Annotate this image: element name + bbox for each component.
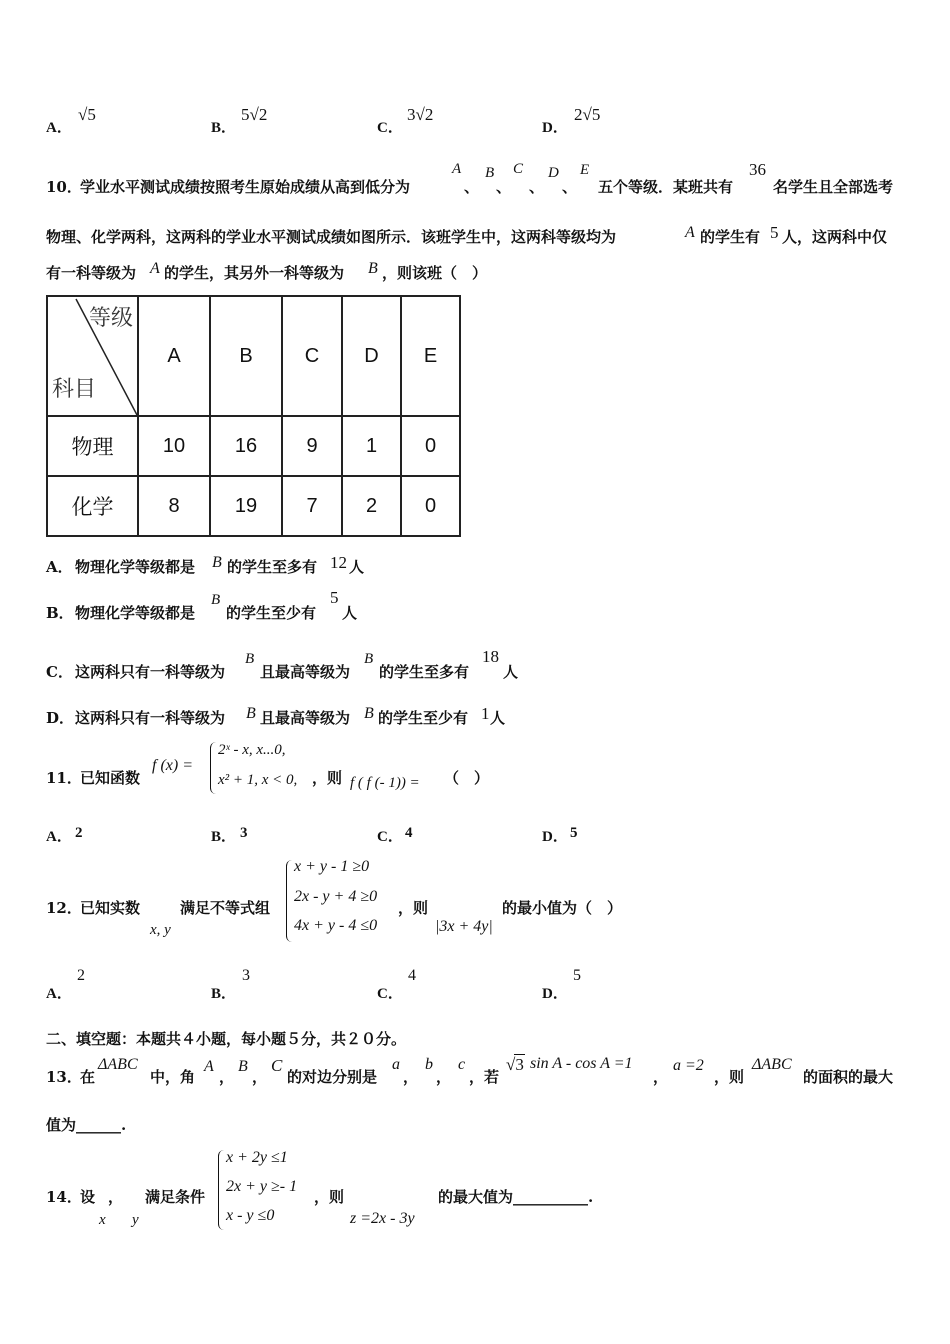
q11-t1: 已知函数 bbox=[80, 769, 141, 787]
col-header: B bbox=[210, 296, 282, 416]
q10-option-d-t1: 这两科只有一科等级为 bbox=[75, 709, 226, 727]
q12-expr: |3x + 4y| bbox=[435, 918, 493, 935]
q13-angle-c: C bbox=[271, 1056, 283, 1075]
q10-line2-var: A bbox=[685, 224, 695, 241]
q14-t1: 设 bbox=[80, 1188, 96, 1206]
q13-angle-b: B bbox=[238, 1058, 248, 1075]
table-diagonal-header bbox=[47, 296, 138, 416]
q9-option-a-label: A． bbox=[46, 120, 72, 136]
q12-t1: 已知实数 bbox=[80, 899, 141, 917]
q12-option-c-value: 4 bbox=[408, 967, 416, 984]
q11-option-c-value: 4 bbox=[405, 825, 413, 841]
q14-t2: 满足条件 bbox=[145, 1188, 206, 1206]
q9-option-a-value: √5 bbox=[78, 105, 96, 124]
q12-option-d-value: 5 bbox=[573, 967, 581, 984]
col-header: D bbox=[342, 296, 401, 416]
q13-side-c: c bbox=[458, 1056, 466, 1073]
q10-option-a-t2: 的学生至多有 bbox=[227, 558, 318, 576]
q11-option-d-label: D． bbox=[542, 829, 568, 845]
q11-brace bbox=[210, 742, 217, 794]
q10-line1-c: 名学生且全部选考 bbox=[773, 178, 894, 196]
table-cell: 1 bbox=[342, 416, 401, 476]
q10-option-a-n: 12 bbox=[330, 553, 347, 572]
q12-ineq-2: 2x - y + 4 ≥0 bbox=[294, 888, 378, 905]
table-cell: 0 bbox=[401, 476, 460, 536]
q13-comma-4: ， bbox=[436, 1068, 452, 1086]
q13-tri2: ΔABC bbox=[752, 1056, 792, 1073]
row-subject: 物理 bbox=[47, 416, 138, 476]
q9-option-b-value: 5√2 bbox=[241, 105, 268, 124]
q10-line3-a: 有一科等级为 bbox=[46, 264, 137, 282]
table-cell: 16 bbox=[210, 416, 282, 476]
q14-var-x: x bbox=[99, 1212, 106, 1228]
table-row bbox=[47, 416, 460, 476]
q11-option-c-label: C． bbox=[377, 829, 403, 845]
q12-ineq-3: 4x + y - 4 ≤0 bbox=[294, 917, 378, 934]
q9-option-b-label: B． bbox=[211, 120, 237, 136]
q11-case2: x² + 1, x < 0, bbox=[218, 772, 298, 788]
section-2-title: 二、填空题：本题共４小题，每小题５分，共２０分。 bbox=[46, 1030, 407, 1048]
q13-tri: ΔABC bbox=[98, 1056, 138, 1073]
q13-line2: 值为______. bbox=[46, 1116, 127, 1134]
q13-sqrt: √3 bbox=[506, 1055, 524, 1074]
q10-grade-a: A bbox=[452, 161, 462, 177]
q12-t3: ，则 bbox=[398, 899, 429, 917]
q10-sep-4: 、 bbox=[562, 178, 578, 196]
q10-option-b-n: 5 bbox=[330, 588, 339, 607]
q11-t3: （ ） bbox=[444, 769, 490, 787]
table-cell: 8 bbox=[138, 476, 210, 536]
q11-t2: ，则 bbox=[312, 769, 343, 787]
table-cell: 2 bbox=[342, 476, 401, 536]
q10-option-a-t3: 人 bbox=[349, 558, 365, 576]
q10-option-c-label: C． bbox=[46, 663, 73, 681]
q12-option-d-label: D． bbox=[542, 986, 568, 1002]
q11-option-d-value: 5 bbox=[570, 825, 578, 841]
q10-number: 10． bbox=[46, 178, 82, 196]
q10-line3-var2: B bbox=[368, 260, 378, 277]
q14-ineq-3: x - y ≤0 bbox=[226, 1207, 275, 1224]
q14-z: z =2x - 3y bbox=[350, 1210, 415, 1227]
q10-line2-c: 人，这两科中仅 bbox=[782, 228, 888, 246]
q13-side-b: b bbox=[425, 1056, 433, 1073]
q14-number: 14． bbox=[46, 1188, 82, 1206]
q12-number: 12． bbox=[46, 899, 82, 917]
q10-option-c-n: 18 bbox=[482, 647, 499, 666]
q13-t6: ，则 bbox=[714, 1068, 745, 1086]
q12-t4: 的最小值为（ ） bbox=[502, 899, 623, 917]
q12-option-a-value: 2 bbox=[77, 967, 85, 984]
q13-t4: ，若 bbox=[469, 1068, 500, 1086]
q11-expr: f ( f (- 1)) = bbox=[350, 775, 420, 791]
q10-grade-b: B bbox=[485, 165, 495, 181]
q12-option-b-value: 3 bbox=[242, 967, 250, 984]
table-row bbox=[47, 476, 460, 536]
q10-option-d-n: 1 bbox=[481, 704, 490, 723]
q10-option-a-t1: 物理化学等级都是 bbox=[75, 558, 196, 576]
q10-line2-num: 5 bbox=[770, 223, 779, 242]
table-cell: 0 bbox=[401, 416, 460, 476]
q12-option-a-label: A． bbox=[46, 986, 72, 1002]
q10-line1-a: 学业水平测试成绩按照考生原始成绩从高到低分为 bbox=[80, 178, 411, 196]
q10-option-d-v1: B bbox=[246, 705, 256, 722]
q14-comma: ， bbox=[108, 1188, 124, 1206]
q14-brace bbox=[218, 1150, 225, 1230]
q11-fx: f (x) = bbox=[152, 757, 193, 774]
q11-option-b-value: 3 bbox=[240, 825, 248, 841]
q13-sqrt-radicand: 3 bbox=[515, 1055, 524, 1074]
q10-option-d-t3: 的学生至少有 bbox=[378, 709, 469, 727]
q11-case1: 2ˣ - x, x...0, bbox=[218, 742, 286, 758]
q10-grade-d: D bbox=[548, 165, 559, 181]
q13-t7: 的面积的最大 bbox=[803, 1068, 894, 1086]
q10-line2-b: 的学生有 bbox=[700, 228, 761, 246]
q10-option-d-t2: 且最高等级为 bbox=[260, 709, 351, 727]
q10-sep-2: 、 bbox=[496, 178, 512, 196]
q10-line3-c: ，则该班（ ） bbox=[382, 264, 488, 282]
q10-option-c-v2: B bbox=[364, 651, 374, 667]
q10-line3-b: 的学生，其另外一科等级为 bbox=[164, 264, 345, 282]
q14-ineq-2: 2x + y ≥- 1 bbox=[226, 1178, 298, 1195]
table-cell: 9 bbox=[282, 416, 342, 476]
q12-option-b-label: B． bbox=[211, 986, 237, 1002]
q10-option-c-t2: 且最高等级为 bbox=[260, 663, 351, 681]
q13-comma-2: ， bbox=[252, 1068, 268, 1086]
q12-brace bbox=[286, 860, 293, 942]
q10-sep-1: 、 bbox=[464, 178, 480, 196]
table-header-row bbox=[47, 296, 460, 416]
q10-line1-b: 五个等级．某班共有 bbox=[598, 178, 734, 196]
q14-ineq-1: x + 2y ≤1 bbox=[226, 1149, 288, 1166]
q12-option-c-label: C． bbox=[377, 986, 403, 1002]
row-subject: 化学 bbox=[47, 476, 138, 536]
q10-option-c-v1: B bbox=[245, 651, 255, 667]
grade-table bbox=[46, 295, 461, 537]
q10-option-d-label: D． bbox=[46, 709, 75, 727]
q10-grade-c: C bbox=[513, 161, 524, 177]
q10-option-d-t4: 人 bbox=[490, 709, 506, 727]
q10-option-a-label: A． bbox=[46, 558, 73, 576]
q13-t2: 中，角 bbox=[150, 1068, 196, 1086]
q13-eq: sin A - cos A =1 bbox=[530, 1055, 633, 1072]
q13-eq2: a =2 bbox=[673, 1057, 704, 1074]
q10-option-c-t1: 这两科只有一科等级为 bbox=[75, 663, 226, 681]
q9-option-c-label: C． bbox=[377, 120, 403, 136]
q10-option-a-v1: B bbox=[212, 554, 222, 571]
q10-line2-a: 物理、化学两科，这两科的学业水平测试成绩如图所示．该班学生中，这两科等级均为 bbox=[46, 228, 617, 246]
header-subject-label: 科目 bbox=[52, 377, 97, 402]
table-cell: 7 bbox=[282, 476, 342, 536]
q9-option-d-value: 2√5 bbox=[574, 105, 601, 124]
q13-comma-1: ， bbox=[219, 1068, 235, 1086]
q10-line3-var1: A bbox=[150, 260, 160, 277]
table-cell: 19 bbox=[210, 476, 282, 536]
q12-t2: 满足不等式组 bbox=[180, 899, 271, 917]
q10-option-b-v1: B bbox=[211, 592, 221, 608]
q13-angle-a: A bbox=[204, 1058, 214, 1075]
header-grade-label: 等级 bbox=[88, 306, 133, 331]
col-header: E bbox=[401, 296, 460, 416]
q10-option-b-t2: 的学生至少有 bbox=[226, 604, 317, 622]
col-header: C bbox=[282, 296, 342, 416]
q13-number: 13． bbox=[46, 1068, 82, 1086]
q10-option-d-v2: B bbox=[364, 705, 374, 722]
q9-option-d-label: D． bbox=[542, 120, 568, 136]
q11-option-a-value: 2 bbox=[75, 825, 83, 841]
table-cell: 10 bbox=[138, 416, 210, 476]
q12-ineq-1: x + y - 1 ≥0 bbox=[294, 858, 370, 875]
q10-option-b-t1: 物理化学等级都是 bbox=[75, 604, 196, 622]
q10-option-b-t3: 人 bbox=[342, 604, 358, 622]
q9-option-c-value: 3√2 bbox=[407, 105, 434, 124]
q10-option-c-t4: 人 bbox=[503, 663, 519, 681]
q13-t3: 的对边分别是 bbox=[287, 1068, 378, 1086]
q13-t1: 在 bbox=[80, 1068, 96, 1086]
q13-side-a: a bbox=[392, 1056, 400, 1073]
q10-option-b-label: B． bbox=[46, 604, 74, 622]
q10-grade-e: E bbox=[580, 162, 590, 178]
q13-t5: ， bbox=[653, 1068, 669, 1086]
q14-var-y: y bbox=[132, 1212, 139, 1228]
col-header: A bbox=[138, 296, 210, 416]
q10-sep-3: 、 bbox=[529, 178, 545, 196]
q14-t4: 的最大值为__________. bbox=[438, 1188, 594, 1206]
q11-option-a-label: A． bbox=[46, 829, 72, 845]
q14-t3: ，则 bbox=[314, 1188, 345, 1206]
q13-comma-3: ， bbox=[403, 1068, 419, 1086]
q10-option-c-t3: 的学生至多有 bbox=[379, 663, 470, 681]
q11-option-b-label: B． bbox=[211, 829, 237, 845]
q12-vars: x, y bbox=[150, 922, 171, 938]
q11-number: 11． bbox=[46, 769, 82, 787]
q10-count: 36 bbox=[749, 160, 766, 179]
